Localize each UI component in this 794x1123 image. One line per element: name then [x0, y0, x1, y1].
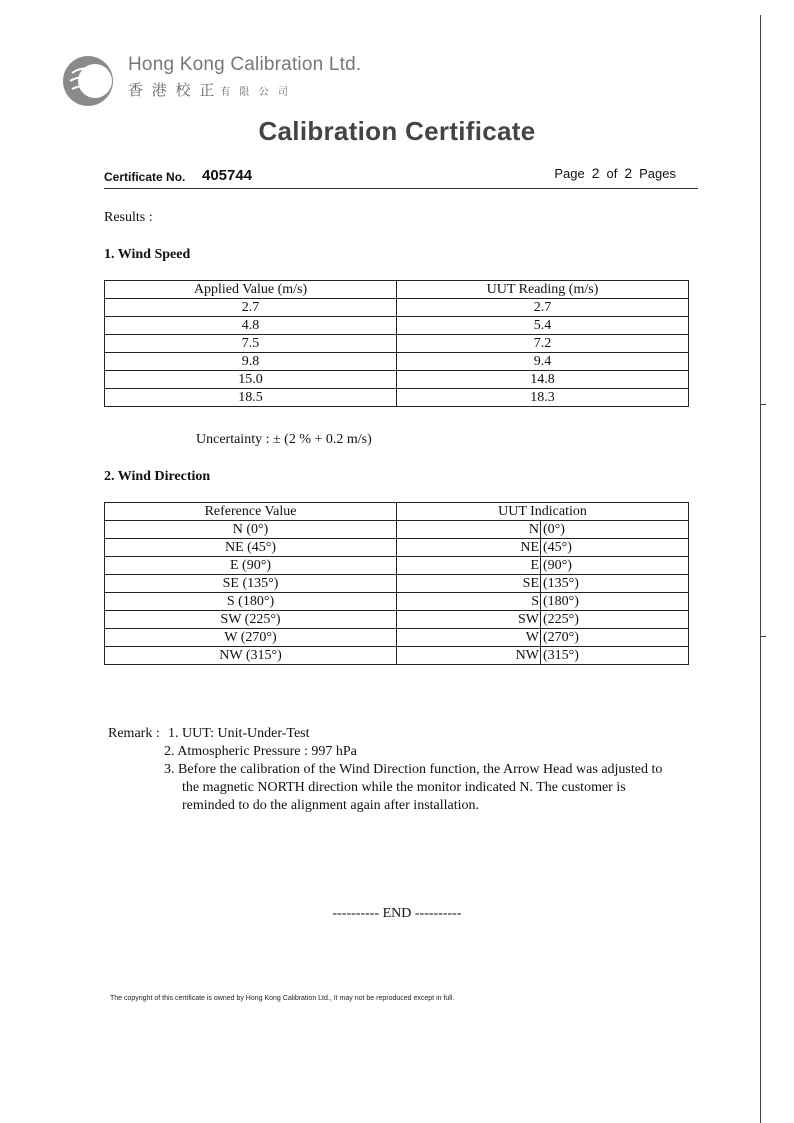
certificate-number: 405744 — [202, 167, 253, 184]
remark-item-continuation: the magnetic NORTH direction while the monitor indicated N. The customer is — [182, 780, 626, 795]
indication-degrees: (315°) — [543, 648, 579, 663]
reference-value-cell: S (180°) — [105, 593, 397, 611]
remark-item: 3. Before the calibration of the Wind Direction function, the Arrow Head was adjusted to — [164, 762, 663, 777]
certificate-number-label: Certificate No. — [104, 170, 186, 184]
uut-indication-cell — [397, 557, 689, 575]
table-row — [105, 593, 689, 611]
table-row — [105, 353, 689, 371]
applied-value-cell: 18.5 — [105, 389, 397, 407]
table-row — [105, 575, 689, 593]
reference-value-cell: SE (135°) — [105, 575, 397, 593]
column-header: UUT Reading (m/s) — [397, 281, 689, 299]
reference-value-cell: SW (225°) — [105, 611, 397, 629]
indication-degrees: (135°) — [543, 576, 579, 591]
indication-direction: E — [397, 557, 541, 574]
company-name-en: Hong Kong Calibration Ltd. — [128, 54, 362, 75]
reference-value-cell: W (270°) — [105, 629, 397, 647]
uut-reading-cell: 7.2 — [397, 335, 689, 353]
indication-direction: NE — [397, 539, 541, 556]
indication-direction: W — [397, 629, 541, 646]
uut-reading-cell: 9.4 — [397, 353, 689, 371]
indication-direction: S — [397, 593, 541, 610]
table-row — [105, 299, 689, 317]
table-row — [105, 647, 689, 665]
remark-label: Remark : — [108, 726, 160, 741]
applied-value-cell: 2.7 — [105, 299, 397, 317]
column-header: Applied Value (m/s) — [105, 281, 397, 299]
company-name-zh-main: 香 港 校 正 — [128, 81, 217, 99]
results-label: Results : — [104, 210, 153, 225]
table-row — [105, 521, 689, 539]
uut-reading-cell: 14.8 — [397, 371, 689, 389]
applied-value-cell: 15.0 — [105, 371, 397, 389]
table-row — [105, 539, 689, 557]
indication-degrees: (180°) — [543, 594, 579, 609]
wind-direction-heading: 2. Wind Direction — [104, 469, 211, 484]
column-header: UUT Indication — [397, 503, 689, 521]
page-current: 2 — [591, 165, 600, 181]
uut-indication-cell — [397, 611, 689, 629]
applied-value-cell: 4.8 — [105, 317, 397, 335]
table-row — [105, 629, 689, 647]
table-header-row — [105, 281, 689, 299]
end-marker: ---------- END ---------- — [332, 906, 462, 921]
document-title: Calibration Certificate — [258, 116, 536, 146]
table-row — [105, 557, 689, 575]
table-row — [105, 371, 689, 389]
pages-word: Pages — [639, 166, 676, 181]
indication-direction: SE — [397, 575, 541, 592]
remark-item: 1. UUT: Unit-Under-Test — [168, 726, 310, 741]
company-logo-icon — [62, 55, 114, 107]
uut-indication-cell — [397, 575, 689, 593]
page-edge-tick — [760, 636, 766, 637]
uut-indication-cell — [397, 593, 689, 611]
page-word: Page — [554, 166, 585, 181]
indication-direction: N — [397, 521, 541, 538]
uncertainty-text: Uncertainty : ± (2 % + 0.2 m/s) — [196, 432, 372, 447]
page-indicator — [554, 165, 676, 181]
page-edge-line — [760, 15, 761, 1123]
uut-reading-cell: 2.7 — [397, 299, 689, 317]
wind-direction-table — [104, 502, 689, 665]
column-header: Reference Value — [105, 503, 397, 521]
table-row — [105, 335, 689, 353]
indication-degrees: (0°) — [543, 522, 565, 537]
indication-degrees: (90°) — [543, 558, 572, 573]
uut-indication-cell — [397, 539, 689, 557]
company-name-zh — [128, 79, 291, 100]
reference-value-cell: NE (45°) — [105, 539, 397, 557]
applied-value-cell: 7.5 — [105, 335, 397, 353]
company-name-zh-suffix: 有 限 公 司 — [220, 87, 291, 98]
page-of-word: of — [606, 166, 618, 181]
wind-speed-heading: 1. Wind Speed — [104, 247, 191, 262]
indication-direction: NW — [397, 647, 541, 664]
remark-item: 2. Atmospheric Pressure : 997 hPa — [164, 744, 357, 759]
table-row — [105, 317, 689, 335]
reference-value-cell: N (0°) — [105, 521, 397, 539]
uut-reading-cell: 18.3 — [397, 389, 689, 407]
certificate-info-row — [104, 164, 698, 189]
uut-indication-cell — [397, 521, 689, 539]
applied-value-cell: 9.8 — [105, 353, 397, 371]
copyright-footer: The copyright of this certificate is owned by Hong Kong Calibration Ltd., It may not be reproduced except in full. — [110, 995, 455, 1002]
uut-reading-cell: 5.4 — [397, 317, 689, 335]
indication-degrees: (45°) — [543, 540, 572, 555]
page-edge-tick — [760, 404, 766, 405]
wind-speed-table — [104, 280, 689, 407]
uut-indication-cell — [397, 647, 689, 665]
reference-value-cell: NW (315°) — [105, 647, 397, 665]
indication-direction: SW — [397, 611, 541, 628]
indication-degrees: (225°) — [543, 612, 579, 627]
remark-item-continuation: reminded to do the alignment again after installation. — [182, 798, 480, 813]
table-row — [105, 389, 689, 407]
indication-degrees: (270°) — [543, 630, 579, 645]
table-row — [105, 611, 689, 629]
uut-indication-cell — [397, 629, 689, 647]
table-header-row — [105, 503, 689, 521]
page-total: 2 — [624, 165, 633, 181]
reference-value-cell: E (90°) — [105, 557, 397, 575]
